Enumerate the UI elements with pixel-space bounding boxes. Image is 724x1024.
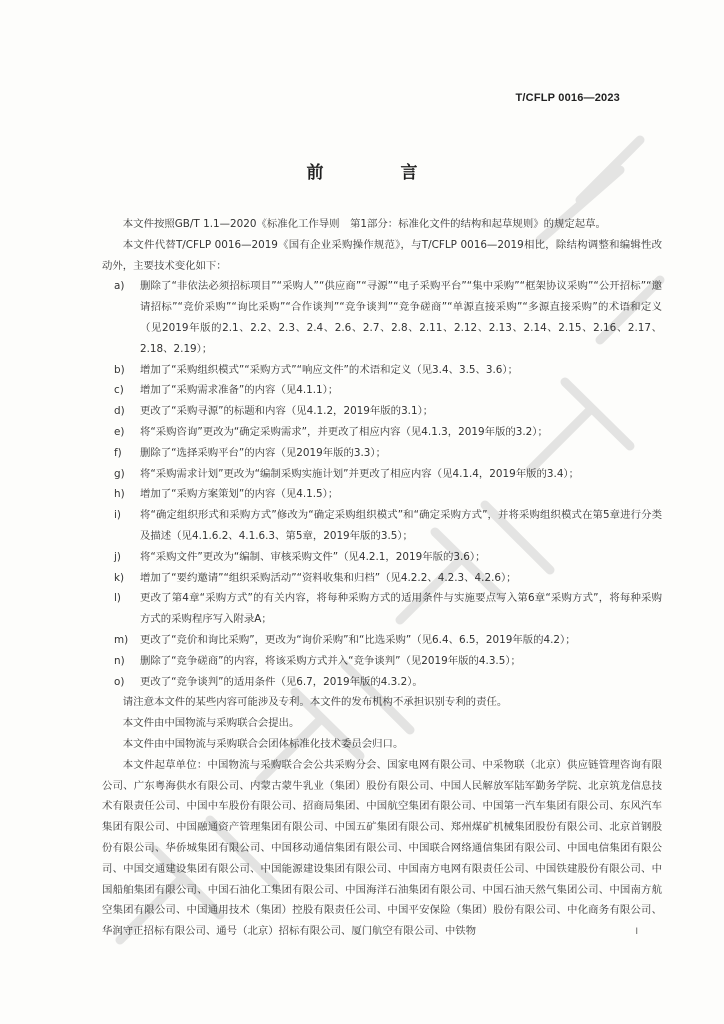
- change-item-text: 增加了“采购需求准备”的内容（见4.1.1）；: [140, 384, 339, 397]
- drafting-units: 本文件起草单位：中国物流与采购联合会公共采购分会、国家电网有限公司、中采物联（北京）供应链管理咨询有限公司、广东粤海供水有限公司、内蒙古蒙牛乳业（集团）股份有限公司、中国人民解放军陆军勤务学院、北京筑龙信息技术有限责任公司、中国中车股份有限公司、招商局集团、中国航空集团有限公司、中国第一汽车集团有限公司、东风汽车集团有限公司、中国融通资产管理集团有限公司、中国五矿集团有限公司、郑州煤矿机械集团股份有限公司、北京首钢股份有限公司、华侨城集团有限公司、中国移动通信集团有限公司、中国联合网络通信集团有限公司、中国电信集团有限公司、中国交通建设集团有限公司、中国能源建设集团有限公司、中国南方电网有限责任公司、中国铁建股份有限公司、中国船舶集团有限公司、中国石油化工集团有限公司、中国海洋石油集团有限公司、中国石油天然气集团公司、中国南方航空集团有限公司、中国通用技术（集团）控股有限责任公司、中国平安保险（集团）股份有限公司、中化商务有限公司、华润守正招标有限公司、通号（北京）招标有限公司、厦门航空有限公司、中铁物: [102, 758, 662, 938]
- change-item: [102, 588, 662, 630]
- page-title: 前 言: [306, 163, 448, 183]
- change-item-label: e): [114, 425, 125, 438]
- change-item-text: 更改了“竞价和询比采购”，更改为“询价采购”和“比选采购”（见6.4、6.5，2019年版的4.2）；: [140, 633, 576, 646]
- change-item-label: a): [114, 280, 125, 293]
- change-item-label: n): [114, 654, 125, 667]
- change-item-text: 更改了“采购寻源”的标题和内容（见4.1.2，2019年版的3.1）；: [140, 405, 434, 418]
- change-item-label: i): [114, 509, 121, 522]
- change-item-text: 将“确定组织形式和采购方式”修改为“确定采购组织模式”和“确定采购方式”，并将采购组织模式在第5章进行分类及描述（见4.1.6.2、4.1.6.3、第5章，2019年版的3.5）；: [140, 509, 662, 542]
- change-item-text: 删除了“竞争磋商”的内容，将该采购方式并入“竞争谈判”（见2019年版的4.3.5）；: [140, 654, 521, 667]
- change-item-text: 将“采购需求计划”更改为“编制采购实施计划”并更改了相应内容（见4.1.4，2019年版的3.4）；: [140, 467, 580, 480]
- page-number: I: [635, 926, 638, 936]
- change-item-text: 增加了“采购组织模式”“采购方式”“响应文件”的术语和定义（见3.4、3.5、3.6）；: [140, 363, 518, 376]
- proposer-statement: 本文件由中国物流与采购联合会提出。: [122, 717, 300, 730]
- change-item-text: 删除了“非依法必须招标项目”“采购人”“供应商”“寻源”“电子采购平台”“集中采购”“框架协议采购”“公开招标”“邀请招标”“竞价采购”“询比采购”“合作谈判”“竞争谈判”“竞争磋商”“单源直接采购”“多源直接采购”的术语和定义（见2019年版的2.1、2.2、2.3、2.4、2.6、2.7、2.8、2.11、2.12、2.13、2.14、2.15、2.16、2.17、2.18、2.19）；: [140, 280, 662, 355]
- change-item: [102, 360, 662, 381]
- change-item: [102, 547, 662, 568]
- change-item: [102, 651, 662, 672]
- change-item-label: b): [114, 363, 125, 376]
- change-item: [102, 505, 662, 547]
- change-item-label: l): [114, 592, 121, 605]
- foreword-body: [102, 214, 662, 942]
- change-item-label: k): [114, 571, 125, 584]
- change-item-label: g): [114, 467, 125, 480]
- change-item-label: m): [114, 633, 129, 646]
- change-item-text: 删除了“选择采购平台”的内容（见2019年版的3.3）；: [140, 446, 386, 459]
- change-item: [102, 484, 662, 505]
- change-item-text: 更改了第4章“采购方式”的有关内容，将每种采购方式的适用条件与实施要点写入第6章“采购方式”，将每种采购方式的采购程序写入附录A；: [140, 592, 662, 626]
- change-item-text: 增加了“要约邀请”“组织采购活动”“资料收集和归档”（见4.2.2、4.2.3、4.2.6）；: [140, 571, 517, 584]
- change-item-label: o): [114, 675, 125, 688]
- change-item: [102, 380, 662, 401]
- change-item-label: c): [114, 384, 124, 397]
- change-item-label: j): [114, 550, 121, 563]
- change-item-text: 将“采购咨询”更改为“确定采购需求”，并更改了相应内容（见4.1.3，2019年版的3.2）；: [140, 425, 548, 438]
- change-item-text: 增加了“采购方案策划”的内容（见4.1.5）；: [140, 488, 339, 501]
- change-item-label: h): [114, 488, 125, 501]
- intro-paragraph: 本文件代替T/CFLP 0016—2019《国有企业采购操作规范》，与T/CFLP 0016—2019相比，除结构调整和编辑性改动外，主要技术变化如下：: [102, 238, 662, 272]
- change-item-text: 将“采购文件”更改为“编制、审核采购文件”（见4.2.1，2019年版的3.6）；: [140, 550, 486, 563]
- change-item: [102, 672, 662, 693]
- change-item: [102, 276, 662, 359]
- change-item: [102, 443, 662, 464]
- change-item-label: d): [114, 405, 125, 418]
- change-item: [102, 464, 662, 485]
- change-item-text: 更改了“竞争谈判”的适用条件（见6.7，2019年版的4.3.2）。: [140, 675, 423, 688]
- change-item: [102, 568, 662, 589]
- change-item: [102, 630, 662, 651]
- committee-statement: 本文件由中国物流与采购联合会团体标准化技术委员会归口。: [122, 737, 404, 750]
- intro-paragraph: 本文件按照GB/T 1.1—2020《标准化工作导则 第1部分：标准化文件的结构和起草规则》的规定起草。: [122, 218, 606, 230]
- patent-notice: 请注意本文件的某些内容可能涉及专利。本文件的发布机构不承担识别专利的责任。: [122, 696, 508, 709]
- change-item: [102, 401, 662, 422]
- change-item-label: f): [114, 446, 122, 459]
- change-list: [102, 276, 662, 692]
- document-code: T/CFLP 0016—2023: [515, 92, 620, 104]
- change-item: [102, 422, 662, 443]
